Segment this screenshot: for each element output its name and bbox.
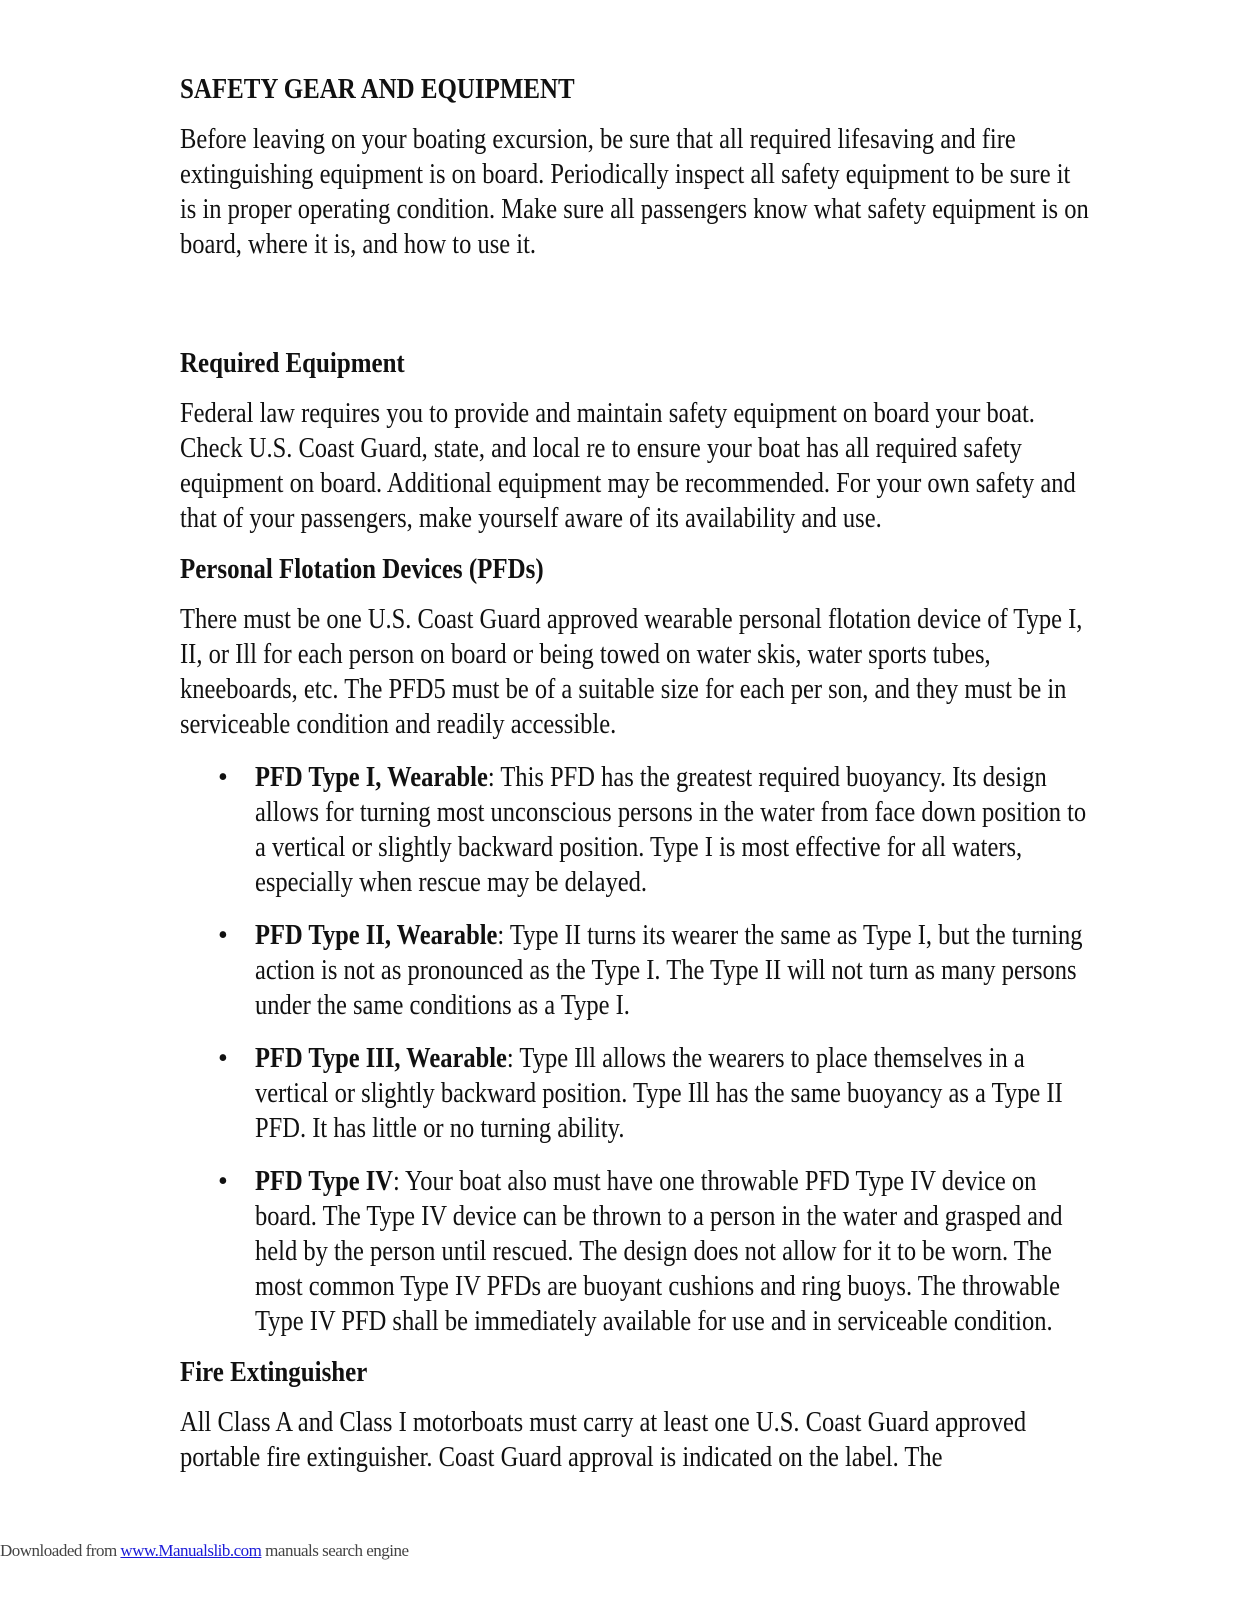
bullet-icon: • [218, 1166, 228, 1197]
document-page [180, 64, 1090, 1475]
pfd-type-label: PFD Type IV [255, 1166, 393, 1197]
pfd-type-description: : Type Ill allows the wearers to place themselves in a vertical or slightly backward position. Type Ill has the same buoyancy as a Type II PFD. It has little or no turning ability. [255, 1043, 1063, 1144]
section-title-required-equipment: Required Equipment [180, 347, 405, 379]
safety-intro-paragraph: Before leaving on your boating excursion, be sure that all required lifesaving and fire extinguishing equipment is on board. Periodically inspect all safety equipment to be sure it is in proper operating condition. Make sure all passengers know what safety equipment is on board, where it is, and how to use it. [180, 124, 1089, 260]
list-item-text [255, 1041, 1087, 1146]
list-item [180, 918, 1090, 1023]
pfd-paragraph: There must be one U.S. Coast Guard approved wearable personal flotation device of Type I, II, or Ill for each person on board or being towed on water skis, water sports tubes, kneeboards, etc. The PFD5 must be of a suitable size for each per son, and they must be in serviceable condition and readily accessible. [180, 604, 1083, 740]
list-item [180, 760, 1090, 900]
required-equipment-paragraph: Federal law requires you to provide and maintain safety equipment on board your boat. Check U.S. Coast Guard, state, and local re to ensure your boat has all required safety equipment on board. Additional equipment may be recommended. For your own safety and that of your passengers, make yourself aware of its availability and use. [180, 398, 1076, 534]
list-item-text [255, 1164, 1087, 1339]
list-item-text [255, 918, 1087, 1023]
manualslib-link[interactable]: www.Manualslib.com [120, 1541, 262, 1560]
list-item-text [255, 760, 1087, 900]
pfd-type-label: PFD Type I, Wearable [255, 762, 488, 793]
footer-suffix: manuals search engine [261, 1541, 409, 1560]
list-item [180, 1164, 1090, 1339]
bullet-icon: • [218, 1043, 228, 1074]
bullet-icon: • [218, 762, 228, 793]
section-title-safety-gear: SAFETY GEAR AND EQUIPMENT [180, 73, 575, 105]
bullet-icon: • [218, 920, 228, 951]
pfd-type-label: PFD Type II, Wearable [255, 920, 498, 951]
section-title-pfds: Personal Flotation Devices (PFDs) [180, 553, 544, 585]
pfd-type-list [180, 760, 1090, 1339]
pfd-type-description: : This PFD has the greatest required buoyancy. Its design allows for turning most unconscious persons in the water from face down position to a vertical or slightly backward position. Type I is most effective for all waters, especially when rescue may be delayed. [255, 762, 1087, 898]
section-title-fire-extinguisher: Fire Extinguisher [180, 1356, 368, 1388]
pfd-type-description: : Type II turns its wearer the same as Type I, but the turning action is not as pronounced as the Type I. The Type II will not turn as many persons under the same conditions as a Type I. [255, 920, 1083, 1021]
pfd-type-label: PFD Type III, Wearable [255, 1043, 507, 1074]
footer-prefix: Downloaded from [0, 1541, 121, 1560]
pfd-type-description: : Your boat also must have one throwable PFD Type IV device on board. The Type IV device can be thrown to a person in the water and grasped and held by the person until rescued. The design does not allow for it to be worn. The most common Type IV PFDs are buoyant cushions and ring buoys. The throwable Type IV PFD shall be immediately available for use and in serviceable condition. [255, 1166, 1063, 1337]
list-item [180, 1041, 1090, 1146]
download-footer [0, 1541, 409, 1561]
fire-extinguisher-paragraph: All Class A and Class I motorboats must carry at least one U.S. Coast Guard approved portable fire extinguisher. Coast Guard approval is indicated on the label. The [180, 1407, 1027, 1473]
